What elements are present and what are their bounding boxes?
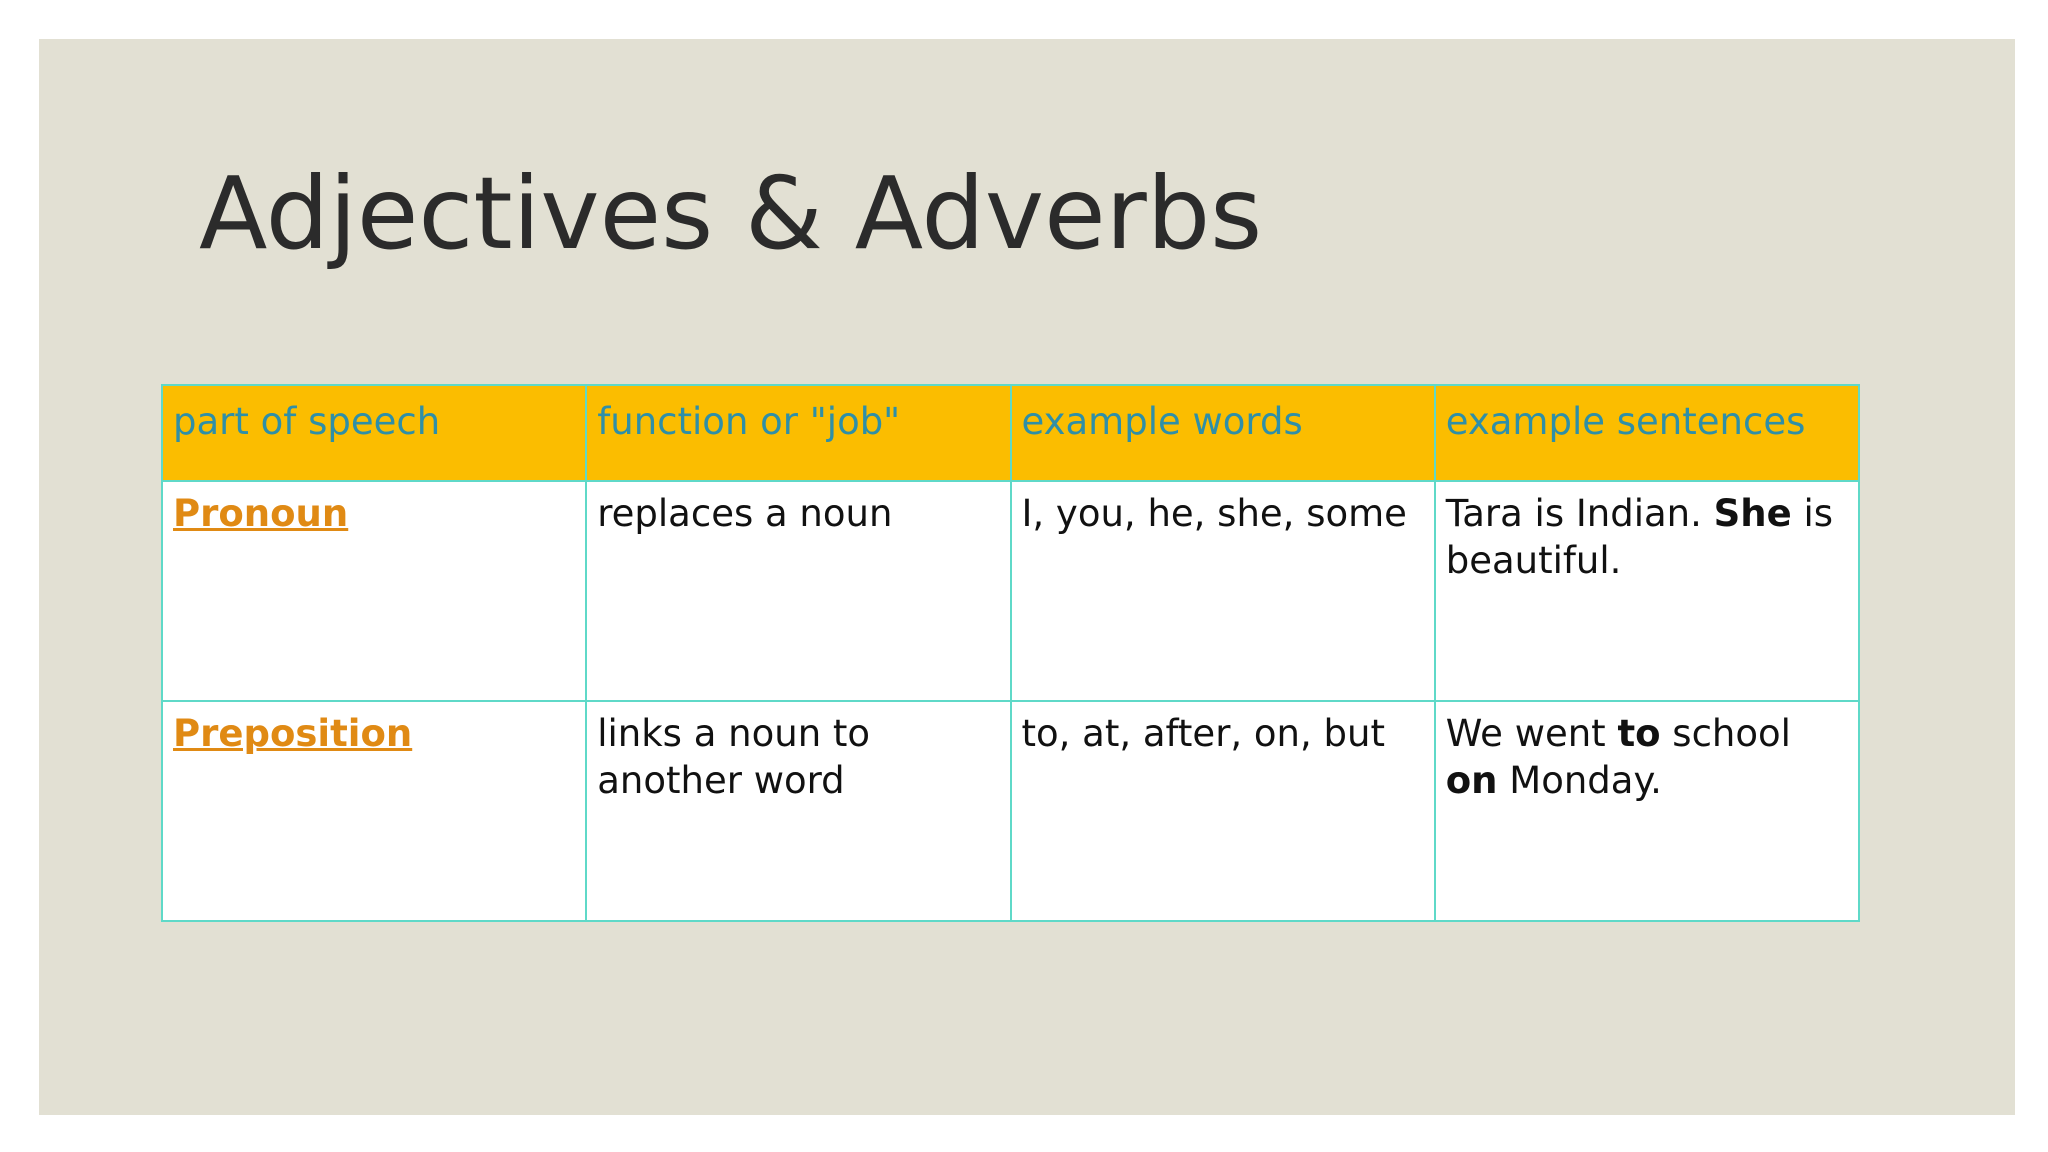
sentence-text: is beautiful. bbox=[1445, 492, 1834, 582]
example-sentence-cell bbox=[1435, 481, 1859, 701]
example-words-cell: to, at, after, on, but bbox=[1011, 701, 1435, 921]
preposition-link[interactable]: Preposition bbox=[173, 712, 413, 755]
table-row bbox=[162, 481, 1859, 701]
sentence-text: school bbox=[1660, 712, 1791, 755]
table-header-row bbox=[162, 385, 1859, 481]
column-header-function: function or "job" bbox=[586, 385, 1010, 481]
sentence-highlight-word: to bbox=[1617, 712, 1661, 755]
table-row bbox=[162, 701, 1859, 921]
example-sentence-cell bbox=[1435, 701, 1859, 921]
sentence-text: We went bbox=[1445, 712, 1618, 755]
parts-of-speech-table bbox=[161, 384, 1860, 922]
sentence-highlight-word: She bbox=[1713, 492, 1792, 535]
column-header-part-of-speech: part of speech bbox=[162, 385, 586, 481]
sentence-highlight-word: on bbox=[1445, 759, 1498, 802]
function-cell: links a noun to another word bbox=[586, 701, 1010, 921]
pronoun-link[interactable]: Pronoun bbox=[173, 492, 349, 535]
slide-title: Adjectives & Adverbs bbox=[199, 155, 1263, 272]
sentence-text: Monday. bbox=[1497, 759, 1662, 802]
part-of-speech-cell bbox=[162, 701, 586, 921]
column-header-example-sentences: example sentences bbox=[1435, 385, 1859, 481]
column-header-example-words: example words bbox=[1011, 385, 1435, 481]
part-of-speech-cell bbox=[162, 481, 586, 701]
example-words-cell: I, you, he, she, some bbox=[1011, 481, 1435, 701]
function-cell: replaces a noun bbox=[586, 481, 1010, 701]
slide bbox=[39, 39, 2015, 1115]
sentence-text: Tara is Indian. bbox=[1445, 492, 1714, 535]
